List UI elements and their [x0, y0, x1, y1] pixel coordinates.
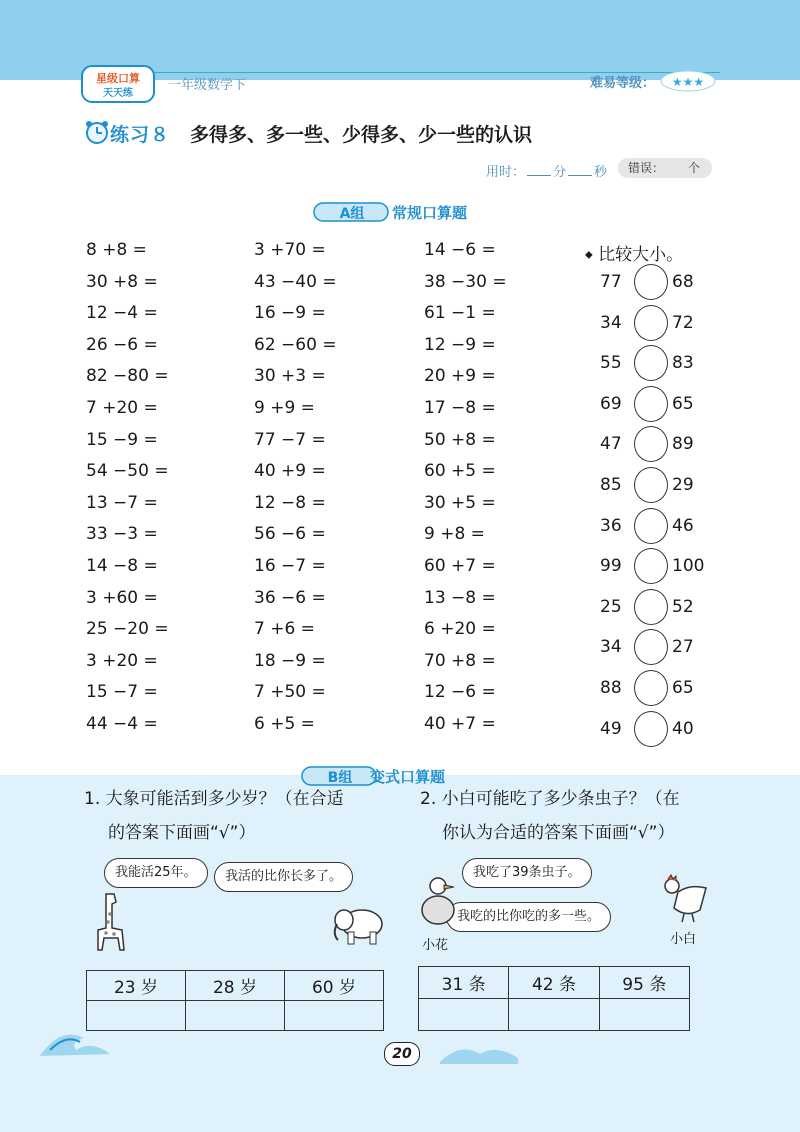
q2-option: 95 条 — [599, 967, 689, 999]
compare-right-number: 72 — [672, 312, 694, 333]
compare-right-number: 100 — [672, 556, 705, 577]
compare-heading-text: 比较大小。 — [598, 245, 684, 265]
compare-answer-circle[interactable] — [634, 426, 668, 462]
section-b-title: 变式口算题 — [370, 768, 446, 786]
compare-row — [600, 305, 710, 341]
equation-item[interactable]: 60 +5 = — [424, 461, 496, 482]
equation-item[interactable]: 13 −7 = — [86, 492, 158, 513]
q1-answer-cell[interactable] — [186, 1001, 285, 1031]
xiaobai-name: 小白 — [670, 932, 697, 947]
equation-item[interactable]: 13 −8 = — [424, 587, 496, 608]
equation-item[interactable]: 30 +3 = — [254, 366, 326, 387]
equation-item[interactable]: 7 +20 = — [86, 398, 158, 418]
compare-right-number: 89 — [672, 434, 694, 455]
grade-label: 一年级数学下 — [168, 78, 247, 93]
compare-left-number: 49 — [600, 718, 622, 739]
q1-option: 28 岁 — [186, 971, 285, 1001]
logo — [80, 60, 158, 108]
equation-item[interactable]: 12 −8 = — [254, 492, 326, 513]
compare-left-number: 88 — [600, 678, 622, 698]
q2-answer-cell[interactable] — [419, 999, 509, 1031]
equation-item[interactable]: 61 −1 = — [424, 303, 496, 324]
equation-item[interactable]: 25 −20 = — [86, 619, 169, 640]
q2-answer-cell[interactable] — [509, 999, 599, 1031]
compare-row — [600, 264, 710, 300]
minutes-label: 分 — [553, 165, 567, 180]
question-2-line1: 2. 小白可能吃了多少条虫子？（在 — [420, 789, 680, 809]
compare-right-number: 29 — [672, 475, 694, 495]
errors-label: 错误： — [628, 161, 665, 175]
seconds-label: 秒 — [594, 165, 608, 180]
compare-left-number: 55 — [600, 353, 622, 374]
compare-answer-circle[interactable] — [634, 670, 668, 706]
q2-option: 42 条 — [509, 967, 599, 999]
equation-item[interactable]: 40 +7 = — [424, 714, 496, 734]
xiaohua-name: 小花 — [422, 938, 449, 953]
compare-answer-circle[interactable] — [634, 345, 668, 381]
equation-item[interactable]: 6 +20 = — [424, 619, 496, 640]
equation-item[interactable]: 20 +9 = — [424, 366, 496, 387]
time-used — [486, 161, 607, 180]
equation-item[interactable]: 14 −8 = — [86, 556, 158, 576]
equation-item[interactable]: 7 +6 = — [254, 619, 315, 640]
equation-item[interactable]: 77 −7 = — [254, 429, 326, 450]
compare-answer-circle[interactable] — [634, 467, 668, 503]
question-1-line2: 的答案下面画“√”） — [108, 823, 256, 843]
compare-right-number: 27 — [672, 637, 694, 658]
compare-answer-circle[interactable] — [634, 508, 668, 544]
equation-item[interactable]: 3 +70 = — [254, 240, 326, 260]
compare-left-number: 85 — [600, 475, 622, 495]
equation-item[interactable]: 9 +8 = — [424, 524, 485, 545]
compare-row — [600, 589, 710, 625]
q2-answer-cell[interactable] — [599, 999, 689, 1031]
section-a-badge: A组 — [339, 206, 365, 222]
equation-item[interactable]: 6 +5 = — [254, 714, 315, 734]
compare-heading: ◆ 比较大小。 — [585, 245, 684, 265]
compare-row — [600, 345, 710, 381]
compare-right-number: 68 — [672, 272, 694, 292]
equation-item[interactable]: 8 +8 = — [86, 240, 147, 260]
logo-line1: 星级口算 — [96, 72, 140, 85]
equation-item[interactable]: 70 +8 = — [424, 650, 496, 671]
minutes-blank[interactable] — [527, 163, 551, 176]
errors-box[interactable] — [618, 158, 712, 178]
compare-left-number: 99 — [600, 556, 622, 577]
compare-answer-circle[interactable] — [634, 711, 668, 747]
compare-row — [600, 386, 710, 422]
equation-item[interactable]: 15 −9 = — [86, 429, 158, 450]
equation-item[interactable]: 15 −7 = — [86, 682, 158, 703]
time-used-label: 用时： — [486, 165, 526, 180]
compare-row — [600, 426, 710, 462]
giraffe-illustration — [84, 888, 134, 962]
compare-left-number: 77 — [600, 272, 622, 292]
question-1-line1: 1. 大象可能活到多少岁？（在合适 — [84, 789, 344, 809]
logo-line2: 天天练 — [103, 88, 133, 99]
equation-item[interactable]: 3 +60 = — [86, 587, 158, 608]
compare-row — [600, 670, 710, 706]
equation-item[interactable]: 16 −7 = — [254, 556, 326, 576]
equation-item[interactable]: 43 −40 = — [254, 271, 337, 292]
section-b-badge: B组 — [327, 770, 353, 786]
giraffe-speech-bubble: 我能活25年。 — [104, 858, 208, 888]
alarm-clock-icon — [84, 119, 110, 145]
q1-option: 60 岁 — [285, 971, 384, 1001]
errors-unit: 个 — [687, 161, 700, 175]
equation-item[interactable]: 26 −6 = — [86, 334, 158, 355]
elephant-speech-bubble: 我活的比你长多了。 — [214, 862, 353, 892]
difficulty-stars: ★★★ — [671, 75, 705, 89]
compare-answer-circle[interactable] — [634, 589, 668, 625]
compare-left-number: 25 — [600, 596, 622, 617]
compare-right-number: 52 — [672, 596, 694, 617]
equation-item[interactable]: 38 −30 = — [424, 271, 507, 292]
compare-answer-circle[interactable] — [634, 548, 668, 584]
equation-item[interactable]: 60 +7 = — [424, 556, 496, 576]
compare-row — [600, 467, 710, 503]
compare-left-number: 34 — [600, 637, 622, 658]
equation-item[interactable]: 50 +8 = — [424, 429, 496, 450]
equation-item[interactable]: 30 +8 = — [86, 271, 158, 292]
xiaohua-speech-bubble: 我吃了39条虫子。 — [462, 858, 592, 888]
q2-option: 31 条 — [419, 967, 509, 999]
equation-item[interactable]: 30 +5 = — [424, 492, 496, 513]
equation-item[interactable]: 17 −8 = — [424, 398, 496, 418]
question-1-answer-table — [86, 970, 384, 1031]
equation-item[interactable]: 12 −9 = — [424, 334, 496, 355]
exercise-label: 练习８ — [110, 124, 171, 146]
difficulty-label: 难易等级： — [590, 76, 656, 91]
seconds-blank[interactable] — [568, 163, 592, 176]
xiaobai-speech-bubble: 我吃的比你吃的多一些。 — [446, 902, 611, 932]
equation-item[interactable]: 18 −9 = — [254, 650, 326, 671]
equation-item[interactable]: 33 −3 = — [86, 524, 158, 545]
compare-left-number: 36 — [600, 515, 622, 536]
equation-item[interactable]: 40 +9 = — [254, 461, 326, 482]
compare-right-number: 40 — [672, 718, 694, 739]
compare-right-number: 83 — [672, 353, 694, 374]
equation-item[interactable]: 16 −9 = — [254, 303, 326, 324]
compare-right-number: 65 — [672, 678, 694, 698]
elephant-illustration — [330, 900, 386, 952]
q1-answer-cell[interactable] — [285, 1001, 384, 1031]
page-number: 20 — [384, 1042, 420, 1066]
equation-item[interactable]: 12 −4 = — [86, 303, 158, 324]
hen-illustration — [660, 874, 712, 928]
question-2-line2: 你认为合适的答案下面画“√”） — [442, 823, 675, 843]
compare-answer-circle[interactable] — [634, 629, 668, 665]
wave-decoration-left — [40, 1020, 130, 1064]
equation-item[interactable]: 14 −6 = — [424, 240, 496, 260]
difficulty-cloud — [660, 68, 716, 92]
compare-row — [600, 508, 710, 544]
equation-item[interactable]: 62 −60 = — [254, 334, 337, 355]
equation-item[interactable]: 36 −6 = — [254, 587, 326, 608]
q1-option: 23 岁 — [87, 971, 186, 1001]
compare-left-number: 34 — [600, 312, 622, 333]
section-a-title: 常规口算题 — [392, 204, 468, 222]
compare-answer-circle[interactable] — [634, 305, 668, 341]
compare-left-number: 69 — [600, 393, 622, 414]
equation-item[interactable]: 7 +50 = — [254, 682, 326, 703]
equation-item[interactable]: 82 −80 = — [86, 366, 169, 387]
equation-item[interactable]: 54 −50 = — [86, 461, 169, 482]
equation-item[interactable]: 44 −4 = — [86, 714, 158, 734]
equation-item[interactable]: 12 −6 = — [424, 682, 496, 703]
compare-answer-circle[interactable] — [634, 264, 668, 300]
compare-row — [600, 711, 710, 747]
question-2-answer-table — [418, 966, 690, 1031]
compare-right-number: 46 — [672, 515, 694, 536]
equation-item[interactable]: 56 −6 = — [254, 524, 326, 545]
exercise-title: 多得多、多一些、少得多、少一些的认识 — [190, 124, 533, 146]
compare-right-number: 65 — [672, 393, 694, 414]
compare-answer-circle[interactable] — [634, 386, 668, 422]
compare-row — [600, 629, 710, 665]
compare-left-number: 47 — [600, 434, 622, 455]
compare-row — [600, 548, 710, 584]
wave-decoration-right — [440, 1038, 520, 1068]
equation-item[interactable]: 9 +9 = — [254, 398, 315, 418]
equation-item[interactable]: 3 +20 = — [86, 650, 158, 671]
duck-illustration — [416, 872, 462, 934]
